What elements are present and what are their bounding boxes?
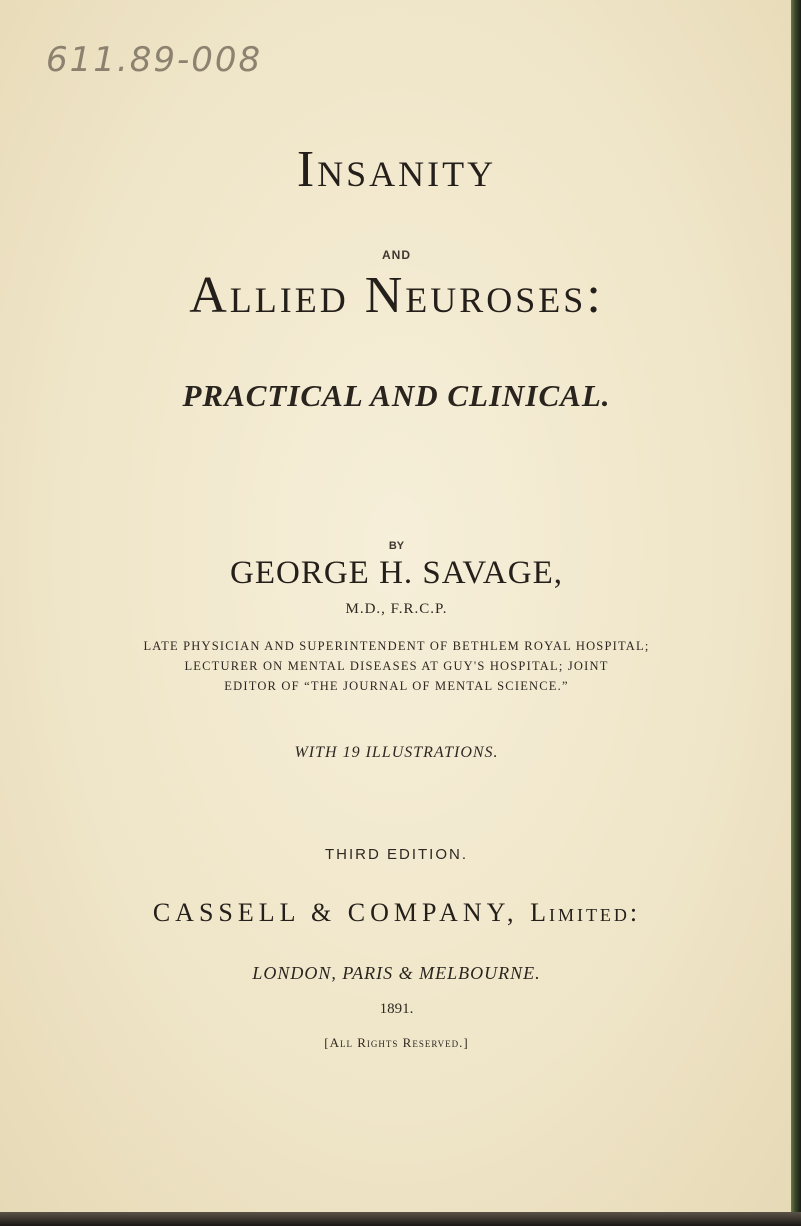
- publication-year: 1891.: [379, 1001, 414, 1017]
- page-edge-bottom: [0, 1212, 801, 1226]
- by-label: BY: [388, 540, 405, 552]
- rights-text: [All Rights Reserved.]: [324, 1035, 469, 1050]
- description-line: LECTURER ON MENTAL DISEASES AT GUY'S HOSPITAL; JOINT: [184, 659, 609, 673]
- title-conjunction: AND: [382, 248, 411, 262]
- title-line-2: Allied Neuroses:: [189, 267, 604, 324]
- author-description: [0, 636, 793, 696]
- subtitle: PRACTICAL AND CLINICAL.: [182, 378, 611, 413]
- publication-places: LONDON, PARIS & MELBOURNE.: [252, 963, 541, 983]
- title-line-1: Insanity: [296, 141, 497, 198]
- publisher-name: CASSELL & COMPANY,: [152, 898, 519, 927]
- publisher-suffix: Limited:: [530, 898, 641, 927]
- edition: THIRD EDITION.: [325, 846, 468, 863]
- page-edge-right: [791, 0, 801, 1226]
- handwritten-shelfmark: 611.89-008: [46, 40, 263, 80]
- author-degrees: M.D., F.R.C.P.: [345, 601, 448, 617]
- description-line: LATE PHYSICIAN AND SUPERINTENDENT OF BETHLEM ROYAL HOSPITAL;: [143, 639, 650, 653]
- rights-notice: [0, 1035, 793, 1051]
- description-line: EDITOR OF “THE JOURNAL OF MENTAL SCIENCE.”: [224, 679, 569, 693]
- author-name: GEORGE H. SAVAGE,: [230, 555, 563, 591]
- publisher: [0, 898, 793, 928]
- illustrations-note: WITH 19 ILLUSTRATIONS.: [294, 744, 499, 761]
